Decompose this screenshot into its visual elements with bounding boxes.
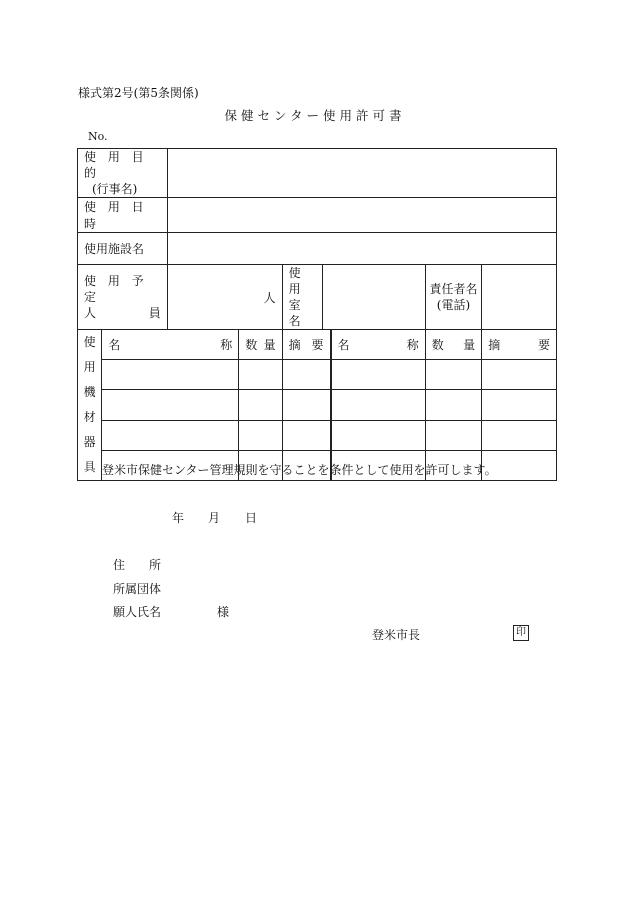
permit-statement: 登米市保健センター管理規則を守ることを条件として使用を許可します。 [102, 463, 497, 477]
applicant-line [113, 603, 229, 620]
event-name-label: (行事名) [92, 182, 138, 196]
purpose-label-cell [78, 149, 168, 198]
equipment-row [78, 390, 557, 420]
planned-label-cell [78, 265, 168, 330]
col-qty-header: 数 量 [239, 330, 282, 360]
datetime-value[interactable] [167, 198, 556, 233]
room-label-cell [282, 265, 322, 330]
date-line [172, 509, 257, 526]
form-number: 様式第2号(第5条関係) [78, 86, 199, 100]
number-label: No. [88, 130, 108, 143]
mayor-title: 登米市長 [372, 628, 421, 642]
address-label: 住 所 [113, 558, 162, 572]
col-name-header-2: 名 称 [331, 330, 426, 360]
facility-label: 使用施設名 [78, 233, 168, 265]
group-label: 所属団体 [113, 582, 162, 596]
purpose-value[interactable] [167, 149, 556, 198]
permit-table [77, 148, 557, 481]
room-label-top: 使 用 [288, 266, 313, 296]
date-day: 日 [245, 511, 258, 525]
col-note-header: 摘 要 [282, 330, 330, 360]
phone-label: (電話) [436, 298, 471, 312]
date-year: 年 [172, 511, 185, 525]
manager-label: 責任者名 [429, 282, 478, 296]
equipment-row [78, 360, 557, 390]
equipment-row [78, 420, 557, 450]
datetime-label: 使 用 日 時 [78, 198, 168, 233]
person-unit: 人 [263, 290, 276, 305]
col-name-header: 名 称 [102, 330, 239, 360]
date-month: 月 [208, 511, 221, 525]
room-value[interactable] [322, 265, 425, 330]
equipment-label: 使 用 機 材 器 具 [78, 330, 102, 481]
col-qty-header-2: 数 量 [425, 330, 481, 360]
planned-label-b: 員 [148, 306, 161, 320]
col-note-header-2: 摘 要 [482, 330, 557, 360]
applicant-label: 願人氏名 [113, 605, 162, 619]
manager-label-cell [425, 265, 481, 330]
document-title: 保健センター使用許可書 [224, 108, 406, 123]
planned-label: 使 用 予 定 [84, 274, 148, 304]
seal-mark: 印 [513, 625, 529, 641]
planned-count-cell[interactable] [167, 265, 282, 330]
room-label-bottom: 室 名 [288, 298, 313, 328]
planned-label-a: 人 [84, 306, 97, 320]
purpose-label: 使 用 目 的 [84, 150, 148, 180]
honorific: 様 [217, 605, 230, 619]
manager-value[interactable] [482, 265, 557, 330]
facility-value[interactable] [167, 233, 556, 265]
